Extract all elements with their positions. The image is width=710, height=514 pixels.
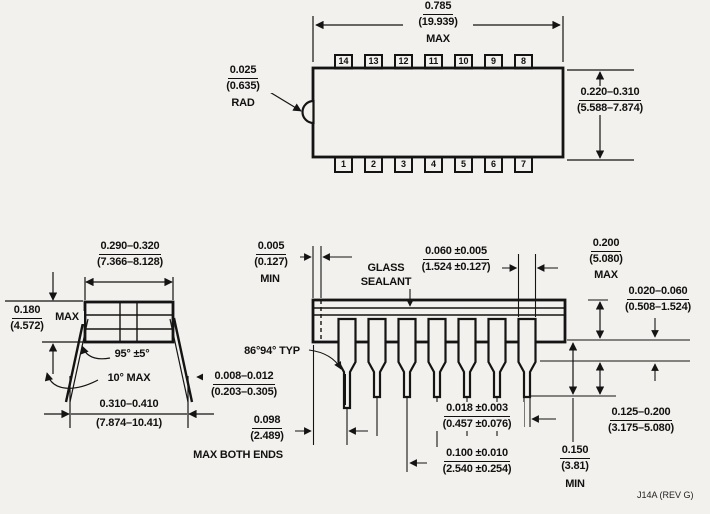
dim-end-body-width: $\frac{0.290-0.320}{(7.366-8.128)}$ [90, 240, 170, 269]
dim-pitch: $\frac{0.100 \pm 0.010}{(2.540 \pm 0.254)}$ [430, 447, 524, 476]
dim-shoulder-width: $\frac{0.060 \pm 0.005}{(1.524 \pm 0.127)}$ [410, 245, 502, 274]
pin-number-7: 7 [520, 159, 526, 169]
notch-leader-arrow [268, 91, 301, 111]
pin-number-2: 2 [370, 159, 376, 169]
dim-end-gap: $\frac{0.098}{(2.489)}$ [239, 414, 295, 443]
pin-number-9: 9 [490, 56, 496, 66]
glass-sealant-label-1: GLASS [367, 262, 405, 274]
pin-number-1: 1 [340, 159, 346, 169]
angle-95-label: 95° ±5° [114, 348, 150, 360]
pin-number-8: 8 [520, 56, 526, 66]
pin-number-11: 11 [428, 56, 439, 66]
pin-number-4: 4 [430, 159, 436, 169]
dim-lead-min-note: MIN [565, 478, 585, 490]
pin-number-14: 14 [338, 56, 349, 66]
dim-lead-thickness: $\frac{0.008-0.012}{(0.203-0.305)}$ [203, 370, 285, 399]
pin-number-3: 3 [400, 159, 406, 169]
dim-body-height: $\frac{0.180}{(4.572)}$ [4, 304, 50, 333]
dim-pin-width: $\frac{0.018 \pm 0.003}{(0.457 \pm 0.076)}$ [430, 402, 524, 431]
top-view-outline [303, 55, 564, 172]
dim-lid-gap-note: MIN [260, 273, 280, 285]
dim-standoff: $\frac{0.020-0.060}{(0.508-1.524)}$ [608, 285, 708, 314]
drawing-revision-note: J14A (REV G) [637, 490, 694, 500]
dim-overall-length: $\frac{0.785}{(19.939)}$ [403, 0, 473, 29]
pin-number-6: 6 [490, 159, 496, 169]
pin-number-13: 13 [368, 56, 379, 66]
side-view-leads [339, 319, 536, 408]
angle-86-94-label: 86°94° TYP [244, 345, 300, 357]
dim-notch-radius: $\frac{0.025}{(0.635)}$ [212, 64, 274, 93]
angle-10-label: 10° MAX [107, 372, 151, 384]
dim-body-width: $\frac{0.220-0.310}{(5.588-7.874)}$ [566, 86, 654, 115]
dim-lead-span: 0.310–0.410 (7.874–10.41) [96, 398, 162, 429]
pin-number-10: 10 [458, 56, 469, 66]
dim-overall-length-note: MAX [426, 33, 450, 45]
dim-height-max-note: MAX [594, 269, 618, 281]
index-notch [303, 101, 314, 123]
dim-lid-gap: $\frac{0.005}{(0.127)}$ [242, 240, 300, 269]
dim-notch-note: RAD [231, 97, 255, 109]
side-view-outline [313, 300, 565, 408]
dim-lead-min: $\frac{0.150}{(3.81)}$ [551, 444, 599, 473]
pin-number-5: 5 [460, 159, 466, 169]
dim-lead-length: $\frac{0.125-0.200}{(3.175-5.080)}$ [590, 406, 692, 435]
dim-height-max: $\frac{0.200}{(5.080)}$ [580, 237, 632, 266]
glass-sealant-label-2: SEALANT [360, 276, 412, 288]
pin-number-12: 12 [398, 56, 409, 66]
dim-end-gap-note: MAX BOTH ENDS [193, 449, 283, 461]
dim-body-height-note: MAX [50, 311, 84, 324]
